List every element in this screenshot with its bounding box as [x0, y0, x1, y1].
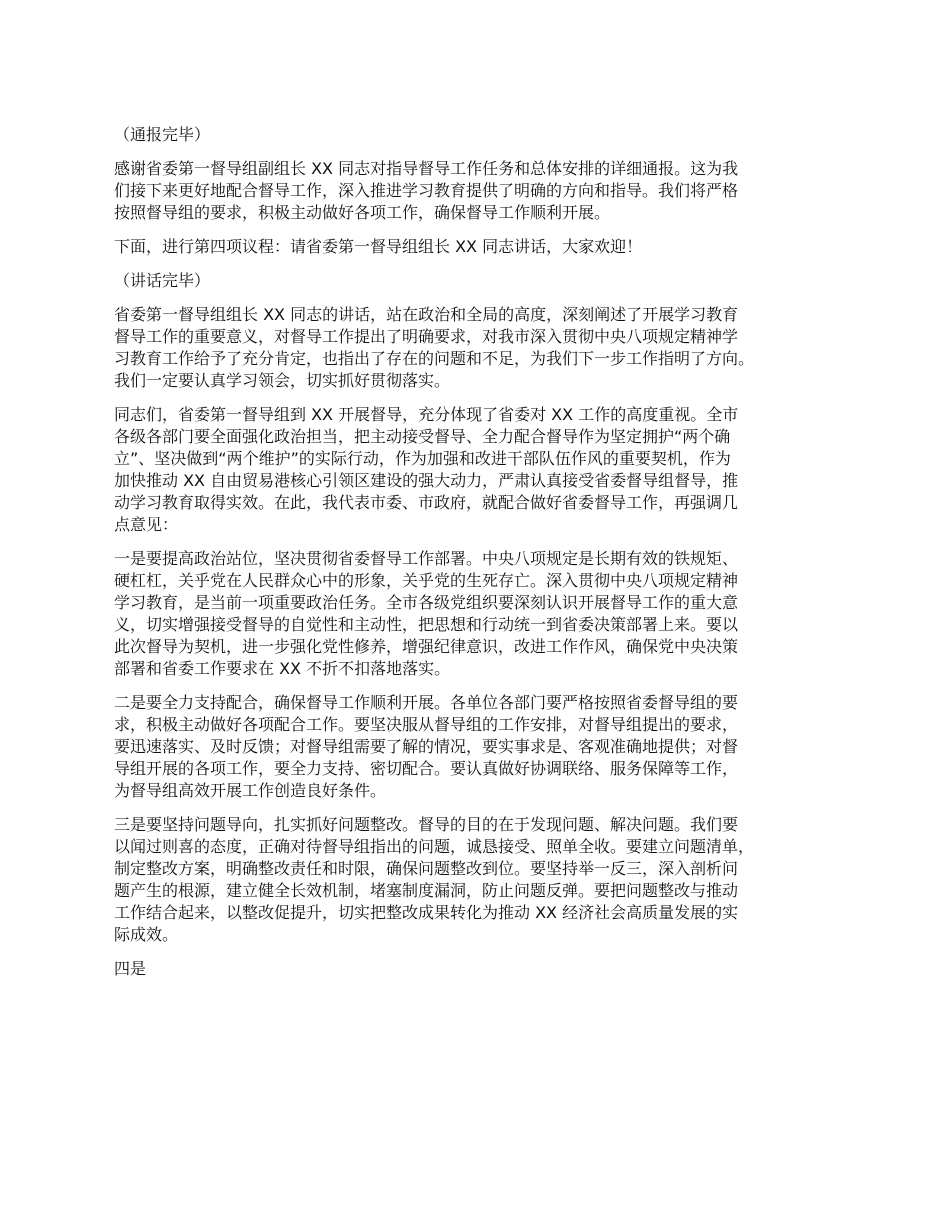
paragraph-point-three: 三是要坚持问题导向，扎实抓好问题整改。督导的目的在于发现问题、解决问题。我们要 以闻过则喜的态度，正确对待督导组指出的问题，诚恳接受、照单全收。要建立问题清单， 制定整改方案，明确整改责任和时限，确保问题整改到位。要坚持举一反三，深入剖析问 题产生的根源，建立健全长效机制，堵塞制度漏洞，防止问题反弹。要把问题整改与推动 工作结合起来，以整改促提升，切实把整改成果转化为推动 XX 经济社会高质量发展的实 际成效。: [114, 815, 755, 944]
paragraph-thanks: 感谢省委第一督导组副组长 XX 同志对指导督导工作任务和总体安排的详细通报。这为我 们接下来更好地配合督导工作，深入推进学习教育提供了明确的方向和指导。我们将严格 按照督导组的要求，积极主动做好各项工作，确保督导工作顺利开展。: [114, 159, 739, 222]
paragraph-speech-summary: 省委第一督导组组长 XX 同志的讲话，站在政治和全局的高度，深刻阐述了开展学习教育 督导工作的重要意义，对督导工作提出了明确要求，对我市深入贯彻中央八项规定精神学 习教育工作给予了充分肯定，也指出了存在的问题和不足，为我们下一步工作指明了方向。 我们一定要认真学习领会，切实抓好贯彻落实。: [114, 305, 755, 390]
paragraph-comrades: 同志们，省委第一督导组到 XX 开展督导，充分体现了省委对 XX 工作的高度重视。全市 各级各部门要全面强化政治担当，把主动接受督导、全力配合督导作为坚定拥护“两个确 立”、坚决做到“两个维护”的实际行动，作为加强和改进干部队伍作风的重要契机，作为 加快推动 XX 自由贸易港核心引领区建设的强大动力，严肃认真接受省委督导组督导，推 动学习教育取得实效。在此，我代表市委、市政府，就配合做好省委督导工作，再强调几 点意见：: [114, 405, 739, 534]
paragraph-report-finished: （通报完毕）: [114, 125, 211, 144]
paragraph-point-two: 二是要全力支持配合，确保督导工作顺利开展。各单位各部门要严格按照省委督导组的要 求，积极主动做好各项配合工作。要坚决服从督导组的工作安排，对督导组提出的要求， 要迅速落实、及时反馈；对督导组需要了解的情况，要实事求是、客观准确地提供；对督 导组开展的各项工作，要全力支持、密切配合。要认真做好协调联络、服务保障等工作， 为督导组高效开展工作创造良好条件。: [114, 693, 739, 800]
document-body: [114, 124, 856, 992]
paragraph-agenda-item-four: 下面，进行第四项议程：请省委第一督导组组长 XX 同志讲话，大家欢迎！: [114, 237, 643, 256]
paragraph-speech-finished: （讲话完毕）: [114, 271, 211, 290]
paragraph-point-four: 四是: [114, 959, 147, 978]
paragraph-point-one: 一是要提高政治站位，坚决贯彻省委督导工作部署。中央八项规定是长期有效的铁规矩、 硬杠杠，关乎党在人民群众心中的形象，关乎党的生死存亡。深入贯彻中央八项规定精神 学习教育，是当前一项重要政治任务。全市各级党组织要深刻认识开展督导工作的重大意 义，切实增强接受督导的自觉性和主动性，把思想和行动统一到省委决策部署上来。要以 此次督导为契机，进一步强化党性修养，增强纪律意识，改进工作作风，确保党中央决策 部署和省委工作要求在 XX 不折不扣落地落实。: [114, 549, 739, 678]
